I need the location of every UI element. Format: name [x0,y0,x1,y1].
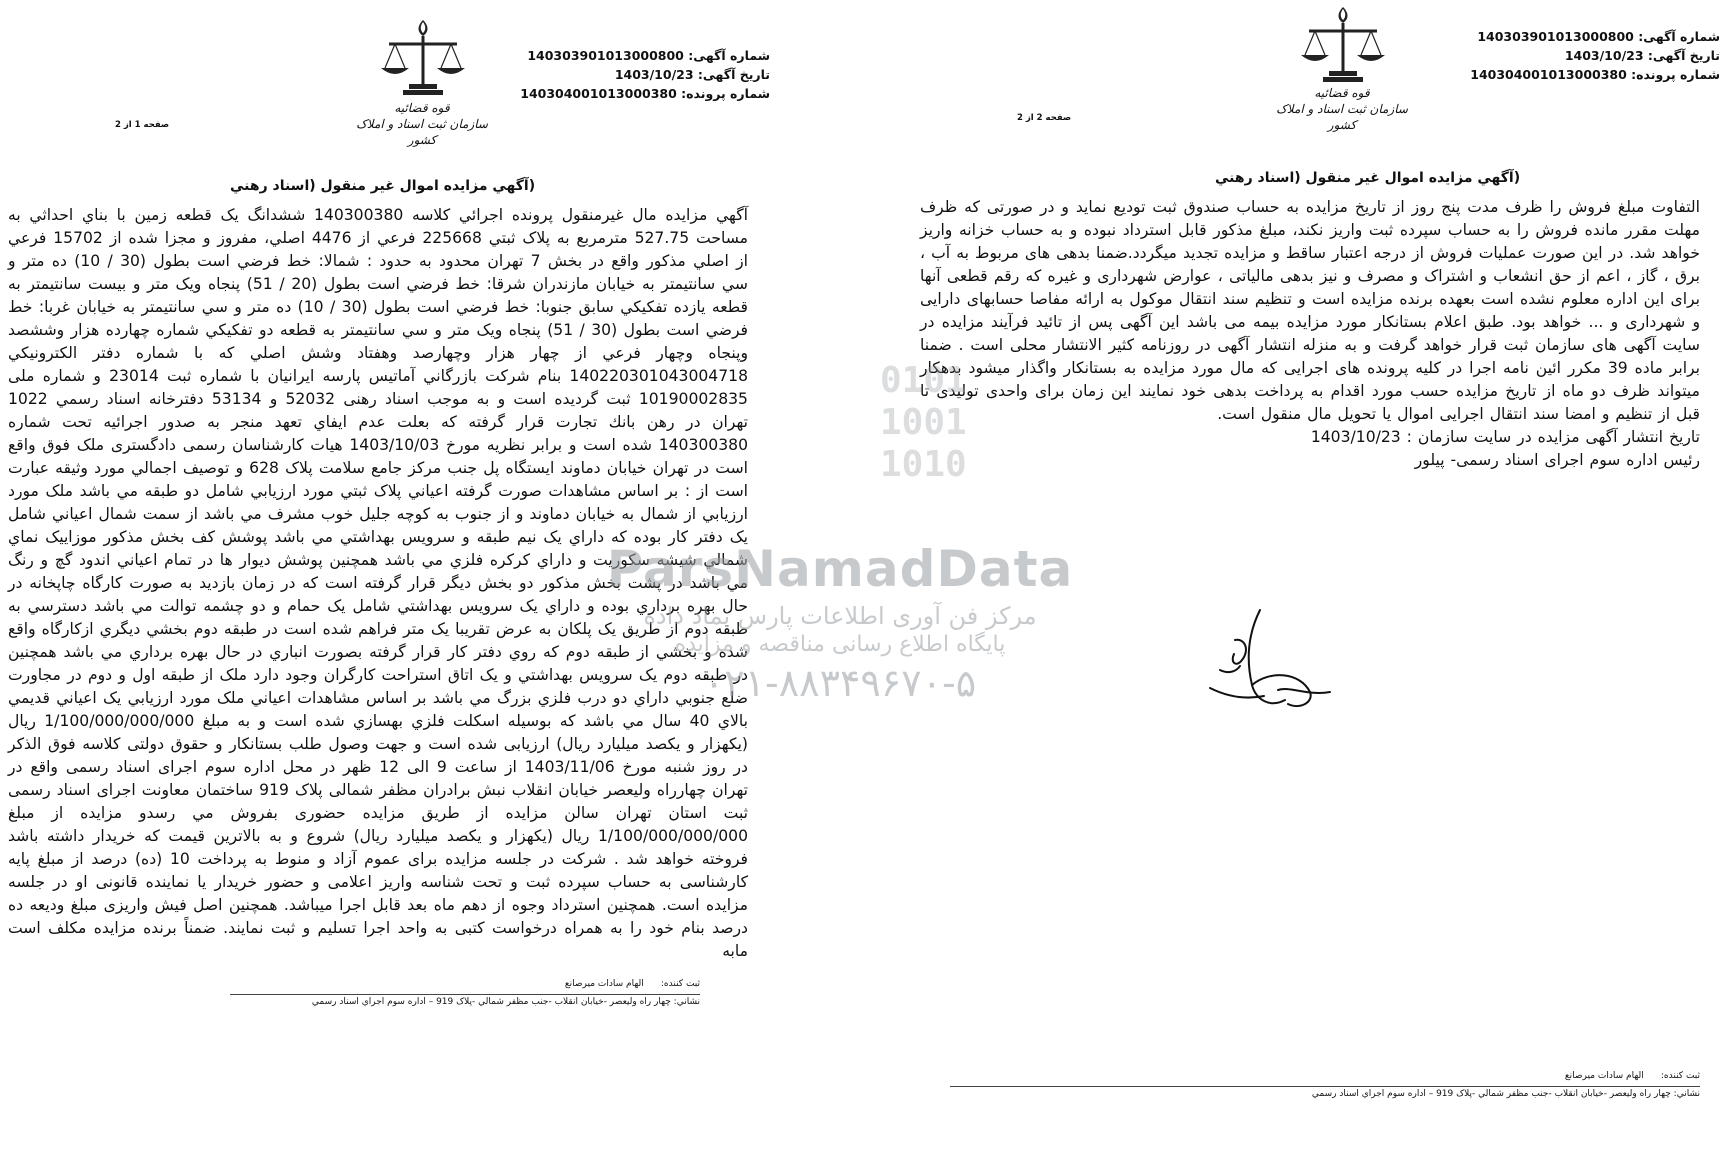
notice-number: شماره آگهی: 140303901013000800 [1477,29,1720,44]
watermark-digits: 0101 1001 1010 [880,360,967,485]
judiciary-name: قوه قضائیه [1314,86,1370,100]
right-notice-meta [1470,27,1720,84]
right-body-text [920,196,1700,472]
right-heading: (آگهي مزايده اموال غير منقول (اسناد رهني [1215,170,1521,186]
registration-org-name: سازمان ثبت اسناد و املاک کشور [356,117,488,147]
registrar-label: ثبت كننده: [1660,1071,1700,1081]
right-body-paragraph: التفاوت مبلغ فروش را ظرف مدت پنج روز از تاريخ مزايده به حساب صندوق ثبت توديع نمايد و در صورتی كه ظرف مهلت مقرر مانده فروش را به حساب سپرده ثبت واريز نكند، مبلغ مذكور قابل استرداد نبوده و به حساب خزانه واريز خواهد شد. در اين صورت عمليات فروش از درجه اعتبار ساقط و مزايده تجديد ميگردد.ضمنا بدهی های مربوط به آب ، برق ، گاز ، اعم از حق انشعاب و اشتراک و مصرف و نيز بدهی مالياتی ، عوارض شهرداری و غيره كه رقم قطعی آنها برای اين اداره معلوم نشده است بعهده برنده مزايده است و تنظيم سند انتقال موكول به ارائه مفاصا حسابهای دارايی و شهرداری و ... خواهد بود. طبق اعلام بستانكار مورد مزايده بيمه می باشد اين آگهی پس از تائيد فرآيند مزايده در سايت آگهی های سازمان ثبت قرار خواهد گرفت و به منزله انتشار آگهی در روزنامه كثير الانتشار محلی است . ضمنا برابر ماده 39 مكرر ائين نامه اجرا در كليه پرونده های اجرايی كه مال مورد مزايده به بستانكار واگذار ميشود بدهكار ميتواند ظرف دو ماه از تاريخ مزايده حسب مورد اقدام به پرداخت بدهی خود نمايند اين زمان برای واحدی توليدی تا قبل از تنظيم و امضا سند انتقال اجرايی اموال يا تحويل مال منقول است. [920,198,1700,423]
left-address: نشاني: چهار راه وليعصر -خيابان انقلاب -جنب مظفر شمالي -پلاک 919 – اداره سوم اجراي اسناد رسمي [230,994,700,1009]
registration-org-name: سازمان ثبت اسناد و املاک کشور [1276,102,1408,132]
right-page-number: صفحه 2 از 2 [1017,113,1072,123]
right-org-name [1272,85,1412,133]
watermark-brand: ParsNamadData [606,540,1074,598]
right-registrar [950,1070,1700,1083]
watermark-line2: پایگاه اطلاع رسانی مناقصه و مزایده [674,632,1006,657]
left-org-name [352,100,492,148]
notice-date: تاریخ آگهی: 1403/10/23 [1564,48,1720,63]
registrar-name: الهام سادات ميرصانع [1564,1071,1644,1081]
judiciary-emblem-icon [1293,5,1393,85]
judiciary-name: قوه قضائیه [394,101,450,115]
file-number: شماره پرونده: 140304001013000380 [520,86,770,101]
left-notice-meta [520,46,770,103]
notice-number: شماره آگهی: 140303901013000800 [527,48,770,63]
notice-date: تاریخ آگهی: 1403/10/23 [614,67,770,82]
registrar-name: الهام سادات ميرصانع [564,979,644,989]
watermark-line1: مرکز فن آوری اطلاعات پارس نماد داده [643,602,1037,630]
left-footer [230,978,700,1009]
registrar-label: ثبت كننده: [660,979,700,989]
watermark-phone: ۰۲۱-۸۸۳۴۹۶۷۰-۵ [703,661,977,705]
right-address: نشاني: چهار راه وليعصر -خيابان انقلاب -جنب مظفر شمالي -پلاک 919 – اداره سوم اجراي اسناد رسمي [950,1086,1700,1101]
left-page-number: صفحه 1 از 2 [115,120,170,130]
left-heading: (آگهي مزايده اموال غير منقول (اسناد رهني [230,178,536,194]
left-registrar [230,978,700,991]
judiciary-emblem-icon [373,18,473,98]
publish-date: تاريخ انتشار آگهی مزايده در سايت سازمان : 1403/10/23 [1310,428,1700,446]
right-footer [950,1070,1700,1101]
handwritten-signature [1190,600,1350,720]
file-number: شماره پرونده: 140304001013000380 [1470,67,1720,82]
chief-signature-line: رئيس اداره سوم اجرای اسناد رسمی- پيلور [1414,451,1700,469]
left-body-text: آگهي مزايده مال غيرمنقول پرونده اجرائي كلاسه 140300380 ششدانگ يک قطعه زمين با بناي احداثي به مساحت 527.75 مترمربع به پلاک ثبتي 225668 فرعي از 4476 اصلي، مفروز و مجزا شده از 15702 فرعي از اصلي مذكور واقع در بخش 7 تهران محدود به حدود : شمالا: خط فرضي است بطول (30 / 10) ده متر و سي سانتيمتر به خيابان مازندران شرقا: خط فرضي است بطول (20 / 51) پنجاه ويک متر و بيست سانتيمتر به قطعه يازده تفكيكي سابق جنوبا: خط فرضي است بطول (30 / 10) ده متر و سي سانتيمتر به خيابان غربا: خط فرضي است بطول (30 / 51) پنجاه ويک متر و سي سانتيمتر به قطعه دو تفكيكي شماره چهارده هزار وششصد وپنجاه وچهار فرعي از چهار هزار وچهارصد وهفتاد وشش اصلي كه با شماره دفتر الكترونيكي 140220301043004718 بنام شركت بازرگاني آماتيس پارسه ايرانيان با شماره ثبت 23014 و شماره ملی 10190002835 ثبت گرديده است و به موجب اسناد رهنی 52032 و 53134 دفترخانه اسناد رسمي 1022 تهران در رهن بانك تجارت قرار گرفته كه بعلت عدم ايفاي تعهد منجر به صدور اجرائيه تحت شماره 140300380 شده است و برابر نظريه مورخ 1403/10/03 هيات كارشناسان رسمی دادگستری ملک فوق واقع است در تهران خيابان دماوند ايستگاه پل جنب مركز جامع سلامت پلاک 628 و توصيف اجمالي مورد وثيقه عبارت است از : بر اساس مشاهدات صورت گرفته اعياني پلاک ثبتي مورد ارزيابي شامل دو طبقه مي باشد ملک مورد ارزيابي از شمال به خيابان دماوند و از جنوب به كوچه جليل خوب مشرف مي باشد از سمت شمال اعياني شامل يک دفتر كار بوده كه داراي يک نيم طبقه و سرويس بهداشتي مي باشد پوشش كف بخش مذكور موزاييک نماي شمالي شيشه سكوريت و داراي كركره فلزي مي باشد همچنين پوشش ديوار ها در تمام اعياني اندود گچ و رنگ مي باشد در پشت بخش مذكور دو بخش ديگر قرار گرفته است كه در زمان بازديد به صورت كارگاه چاپخانه در حال بهره برداري بوده و داراي يک سرويس بهداشتي شامل يک حمام و دو چشمه توالت مي باشد دسترسي به طبقه دوم از طريق يک پلكان به عرض تقريبا يک متر فراهم شده است در طبقه دوم بخشي ديگري ازكارگاه واقع شده و بخشي از طبقه دوم كه روي دفتر كار قرار گرفته بصورت انباري در حال بهره برداري مي باشد همچنين در طبقه دوم يک سرويس بهداشتي و يک اتاق استراحت كارگران وجود دارد ملک از طبقه اول و دوم در مجاورت ضلع جنوبي داراي دو درب فلزي بزرگ مي باشد بر اساس مشاهدات اعياني ملک مورد ارزيابي يک اعياني قديمي بالاي 40 سال مي باشد كه بوسيله اسكلت فلزي بهسازي شده است و به مبلغ 1/100/000/000/000 ريال (يكهزار و يكصد ميليارد ريال) ارزيابی شده است و جهت وصول طلب بستانكار و حقوق دولتی كلاسه فوق الذكر در روز شنبه مورخ 1403/11/06 از ساعت 9 الی 12 ظهر در محل اداره سوم اجرای اسناد رسمی واقع در تهران چهارراه وليعصر خيابان انقلاب نبش برادران مظفر شمالی پلاک 919 ساختمان معاونت اجرای اسناد رسمی ثبت استان تهران سالن مزايده از طريق مزايده حضوری بفروش مي رسدو مزايده از مبلغ 1/100/000/000/000 ريال (يكهزار و يكصد ميليارد ريال) شروع و به بالاترين قيمت كه خريدار داشته باشد فروخته خواهد شد . شركت در جلسه مزايده برای عموم آزاد و منوط به پرداخت 10 (ده) درصد از مبلغ پايه كارشناسی به حساب سپرده ثبت و تحت شناسه واريز اعلامی و حضور خريدار يا نماينده قانونی او در جلسه مزايده است. همچنين استرداد وجوه از دهم ماه بعد قابل اجرا ميباشد. همچنين اصل فيش واريزی مبلغ وديعه ده درصد بنام خود را به همراه درخواست كتبی به واحد اجرا تسليم و ثبت نمايند. ضمناً برنده مزايده مكلف است مابه [8,206,749,960]
